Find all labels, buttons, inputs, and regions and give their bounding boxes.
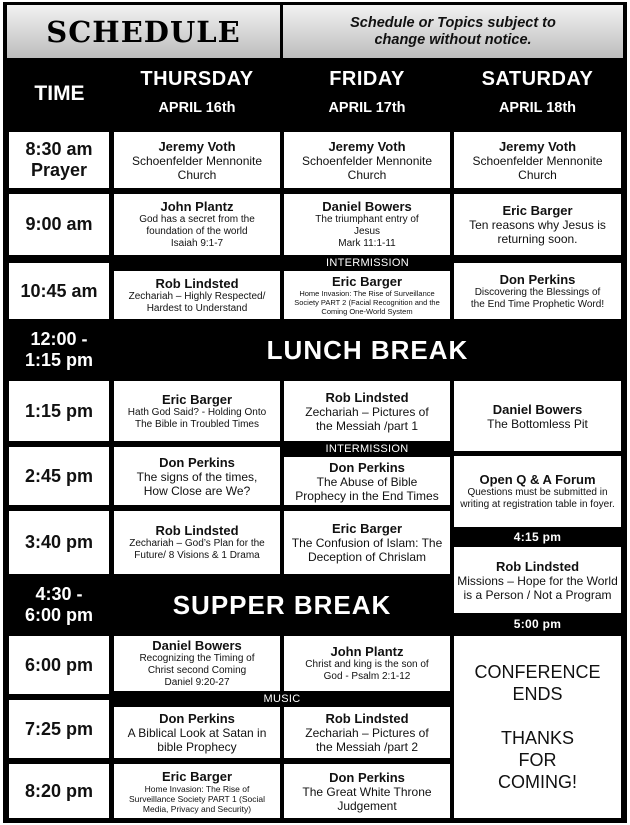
supper-break-banner: SUPPER BREAK <box>172 589 392 620</box>
time-column-header: TIME <box>34 82 85 105</box>
topic-line: the Messiah /part 1 <box>315 418 419 433</box>
topic-line: Mark 11:1-11 <box>338 238 396 249</box>
speaker-name: Rob Lindsted <box>495 558 580 574</box>
session-sat-1615 <box>453 546 622 614</box>
topic-line: Church <box>177 167 217 182</box>
speaker-name: Jeremy Voth <box>328 138 406 154</box>
session-fri-0900 <box>283 193 451 256</box>
speaker-name: Eric Barger <box>161 768 233 784</box>
topic-line: the Messiah /part 2 <box>315 740 419 754</box>
time-1315: 1:15 pm <box>8 380 110 442</box>
topic-line: Questions must be submitted in <box>467 487 608 498</box>
time-supper-line2: 6:00 pm <box>24 605 94 625</box>
music-strip: MUSIC <box>263 693 301 705</box>
session-thu-1315 <box>113 380 281 442</box>
session-sat-0900 <box>453 193 622 256</box>
topic-line: God - Psalm 2:1-12 <box>323 671 411 682</box>
speaker-name: Jeremy Voth <box>158 138 236 154</box>
speaker-name: John Plantz <box>330 644 404 659</box>
day-date-saturday: APRIL 18th <box>498 100 577 116</box>
session-sat-1315 <box>453 380 622 452</box>
time-1445: 2:45 pm <box>8 446 110 506</box>
topic-line: Hardest to Understand <box>146 302 248 314</box>
time-0830-line1: 8:30 am <box>25 139 93 159</box>
speaker-name: Daniel Bowers <box>322 199 412 214</box>
topic-line: Future/ 8 Visions & 1 Drama <box>134 550 260 561</box>
topic-line: Society PART 2 (Facial Recognition and the <box>294 298 440 307</box>
topic-line: Hath God Said? - Holding Onto <box>127 406 267 418</box>
speaker-name: John Plantz <box>160 199 234 214</box>
topic-line: Missions – Hope for the World <box>457 573 618 588</box>
session-thu-2020 <box>113 763 281 819</box>
schedule-title: SCHEDULE <box>46 14 241 49</box>
topic-line: writing at registration table in foyer. <box>460 499 615 510</box>
topic-line: Zechariah – Highly Respected/ <box>128 290 266 302</box>
time-0900: 9:00 am <box>8 193 110 256</box>
time-1045: 10:45 am <box>8 262 110 320</box>
topic-line: Surveillance Society PART 1 (Social <box>128 793 266 804</box>
closing-line: FOR <box>518 750 557 770</box>
time-1540: 3:40 pm <box>8 510 110 575</box>
time-0830-line2: Prayer <box>30 160 88 180</box>
speaker-name: Daniel Bowers <box>152 638 242 653</box>
topic-line: Discovering the Blessings of <box>474 286 601 298</box>
time-supper <box>8 579 110 631</box>
time-lunch-line1: 12:00 - <box>30 329 88 349</box>
topic-line: Zechariah – God’s Plan for the <box>129 538 265 549</box>
conference-ends-box <box>453 635 622 819</box>
speaker-name: Eric Barger <box>331 521 403 536</box>
day-date-friday: APRIL 17th <box>328 100 406 116</box>
session-thu-0900 <box>113 193 281 256</box>
session-sat-0830 <box>453 131 622 189</box>
topic-line: is a Person / Not a Program <box>463 587 612 602</box>
topic-line: The Confusion of Islam: The <box>291 536 443 550</box>
notice-box <box>283 5 623 58</box>
topic-line: Home Invasion: The Rise of Surveillance <box>299 289 435 298</box>
day-date-thursday: APRIL 16th <box>158 100 236 116</box>
topic-line: Schoenfelder Mennonite <box>472 153 603 168</box>
speaker-name: Don Perkins <box>329 769 405 785</box>
topic-line: Schoenfelder Mennonite <box>301 153 433 168</box>
topic-line: God has a secret from the <box>139 214 255 225</box>
topic-line: Zechariah – Pictures of <box>305 404 429 419</box>
time-lunch-line2: 1:15 pm <box>24 350 94 370</box>
speaker-name: Eric Barger <box>161 391 233 407</box>
closing-line: ENDS <box>512 684 563 704</box>
topic-line: Prophecy in the End Times <box>295 488 439 503</box>
day-name-thursday: THURSDAY <box>140 68 254 90</box>
topic-line: The Bible in Troubled Times <box>135 418 259 430</box>
title-box <box>7 5 280 58</box>
session-thu-1045 <box>113 270 281 320</box>
speaker-name: Don Perkins <box>329 459 405 475</box>
day-name-friday: FRIDAY <box>329 68 405 90</box>
speaker-name: Eric Barger <box>331 274 403 289</box>
time-lunch <box>8 324 110 376</box>
session-thu-1445 <box>113 446 281 506</box>
topic-line: Daniel 9:20-27 <box>164 677 230 688</box>
session-fri-0830 <box>283 131 451 189</box>
speaker-name: Daniel Bowers <box>492 401 583 417</box>
session-fri-1045 <box>283 270 451 320</box>
speaker-name: Rob Lindsted <box>155 523 239 538</box>
topic-line: The Great White Throne <box>302 784 432 799</box>
topic-line: bible Prophecy <box>157 740 237 754</box>
topic-line: Ten reasons why Jesus is <box>469 218 606 232</box>
day-name-saturday: SATURDAY <box>481 68 594 90</box>
session-fri-1445 <box>283 456 451 506</box>
session-fri-1800 <box>283 635 451 692</box>
session-thu-1800 <box>113 635 281 692</box>
closing-line: COMING! <box>498 772 577 792</box>
topic-line: Recognizing the Timing of <box>139 653 255 664</box>
closing-line: THANKS <box>500 728 574 748</box>
topic-line: The Abuse of Bible <box>316 474 418 489</box>
topic-line: Jesus <box>353 226 381 237</box>
session-fri-1925 <box>283 706 451 759</box>
topic-line: The Bottomless Pit <box>487 416 588 431</box>
lunch-break-banner: LUNCH BREAK <box>266 334 469 365</box>
topic-line: How Close are We? <box>143 483 251 498</box>
session-fri-1315 <box>283 380 451 442</box>
topic-line: Deception of Chrislam <box>307 550 427 564</box>
time-2020: 8:20 pm <box>8 763 110 819</box>
speaker-name: Rob Lindsted <box>155 275 239 291</box>
time-0830 <box>8 131 110 189</box>
notice-line-2: change without notice. <box>374 31 532 48</box>
session-thu-1540 <box>113 510 281 575</box>
speaker-name: Don Perkins <box>499 271 576 287</box>
saturday-time-415: 4:15 pm <box>513 530 562 544</box>
saturday-header <box>452 62 623 126</box>
topic-line: Christ and king is the son of <box>305 659 429 670</box>
speaker-name: Rob Lindsted <box>325 711 409 726</box>
topic-line: The triumphant entry of <box>315 214 419 225</box>
topic-line: Church <box>518 167 557 182</box>
thursday-header <box>112 62 282 126</box>
topic-line: Zechariah – Pictures of <box>305 726 429 740</box>
speaker-name: Rob Lindsted <box>325 389 409 405</box>
speaker-name: Jeremy Voth <box>498 138 577 154</box>
topic-line: Isaiah 9:1-7 <box>170 238 224 249</box>
topic-line: Coming One-World System <box>321 307 413 316</box>
topic-line: foundation of the world <box>146 226 248 237</box>
intermission-strip-1: INTERMISSION <box>325 257 410 269</box>
topic-line: A Biblical Look at Satan in <box>127 726 267 740</box>
topic-line: The signs of the times, <box>136 469 258 484</box>
topic-line: returning soon. <box>497 232 578 246</box>
notice-line-1: Schedule or Topics subject to <box>350 14 556 31</box>
topic-line: the End Time Prophetic Word! <box>470 298 605 310</box>
session-fri-1540 <box>283 510 451 575</box>
session-fri-2020 <box>283 763 451 819</box>
saturday-time-500: 5:00 pm <box>513 617 562 631</box>
intermission-strip-2: INTERMISSION <box>325 443 409 455</box>
topic-line: Home Invasion: The Rise of <box>144 783 250 794</box>
time-1800: 6:00 pm <box>8 635 110 695</box>
topic-line: Schoenfelder Mennonite <box>131 153 263 168</box>
speaker-name: Eric Barger <box>502 203 573 218</box>
topic-line: Media, Privacy and Security) <box>142 803 252 814</box>
closing-line: CONFERENCE <box>474 662 601 682</box>
topic-line: Church <box>347 167 387 182</box>
speaker-name: Open Q & A Forum <box>479 472 596 487</box>
friday-header <box>282 62 452 126</box>
time-supper-line1: 4:30 - <box>35 584 83 604</box>
time-1925: 7:25 pm <box>8 699 110 759</box>
session-thu-0830 <box>113 131 281 189</box>
speaker-name: Don Perkins <box>159 711 235 726</box>
topic-line: Christ second Coming <box>147 665 247 676</box>
session-sat-1445 <box>453 455 622 528</box>
session-sat-1045 <box>453 262 622 320</box>
topic-line: Judgement <box>337 798 397 813</box>
session-thu-1925 <box>113 706 281 759</box>
speaker-name: Don Perkins <box>159 454 235 470</box>
